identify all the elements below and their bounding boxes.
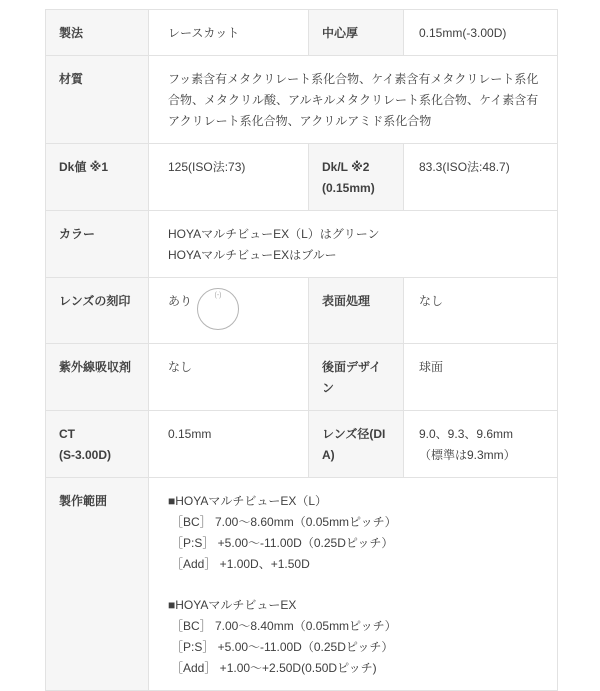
range-bc: ［BC］ 7.00～8.40mm（0.05mmピッチ） <box>171 619 397 633</box>
text-line: HOYAマルチビューEXはブルー <box>168 248 337 262</box>
spec-value-ct: 0.15mm <box>149 411 309 478</box>
spec-label-ct <box>46 411 149 478</box>
text-line: (0.15mm) <box>322 181 375 195</box>
table-row-ct <box>46 411 558 478</box>
spec-label-surface-treatment: 表面処理 <box>309 278 404 344</box>
spec-label-diameter: レンズ径(DIA) <box>309 411 404 478</box>
table-row-seihou <box>46 10 558 56</box>
text-line: (S-3.00D) <box>59 448 112 462</box>
table-row-color <box>46 211 558 278</box>
spec-label-manufacturing: 製法 <box>46 10 149 56</box>
spec-label-center-thickness: 中心厚 <box>309 10 404 56</box>
spec-label-dk: Dk値 ※1 <box>46 144 149 211</box>
table-row-engraving <box>46 278 558 344</box>
range-ps: ［P:S］ +5.00～-11.00D（0.25Dピッチ） <box>171 536 394 550</box>
table-row-material <box>46 56 558 144</box>
spec-label-material: 材質 <box>46 56 149 144</box>
text-line: （標準は9.3mm） <box>419 448 516 462</box>
production-range-block-ex-l <box>168 491 547 575</box>
spec-label-uv-absorber: 紫外線吸収剤 <box>46 344 149 411</box>
spec-value-uv-absorber: なし <box>149 344 309 411</box>
range-title: ■HOYAマルチビューEX（L） <box>168 494 328 508</box>
table-row-uv <box>46 344 558 411</box>
spec-value-material: フッ素含有メタクリレート系化合物、ケイ素含有メタクリレート系化合物、メタクリル酸、アルキルメタクリレート系化合物、ケイ素含有アクリレート系化合物、アクリルアミド系化合物 <box>149 56 558 144</box>
range-title: ■HOYAマルチビューEX <box>168 598 297 612</box>
range-add: ［Add］ +1.00～+2.50D(0.50Dピッチ) <box>171 661 377 675</box>
spec-value-diameter <box>404 411 558 478</box>
spec-label-production-range: 製作範囲 <box>46 478 149 691</box>
lens-engraving-circle-icon <box>197 288 239 330</box>
spec-label-back-design: 後面デザイン <box>309 344 404 411</box>
spec-value-back-design: 球面 <box>404 344 558 411</box>
text-line: HOYAマルチビューEX（L）はグリーン <box>168 227 380 241</box>
spec-value-color <box>149 211 558 278</box>
spec-value-dk: 125(ISO法:73) <box>149 144 309 211</box>
spec-value-manufacturing: レースカット <box>149 10 309 56</box>
table-row-production-range <box>46 478 558 691</box>
spec-value-production-range <box>149 478 558 691</box>
text-line: 9.0、9.3、9.6mm <box>419 427 514 441</box>
spec-label-color: カラー <box>46 211 149 278</box>
spec-label-dkl <box>309 144 404 211</box>
text-line: Dk/L ※2 <box>322 160 370 174</box>
engraving-mark-text: (-) <box>214 292 222 299</box>
table-row-dk <box>46 144 558 211</box>
spec-value-engraving <box>149 278 309 344</box>
spec-value-center-thickness: 0.15mm(-3.00D) <box>404 10 558 56</box>
lens-spec-table <box>45 9 558 691</box>
spec-value-dkl: 83.3(ISO法:48.7) <box>404 144 558 211</box>
range-ps: ［P:S］ +5.00～-11.00D（0.25Dピッチ） <box>171 640 394 654</box>
spec-label-engraving: レンズの刻印 <box>46 278 149 344</box>
production-range-block-ex <box>168 595 547 679</box>
range-add: ［Add］ +1.00D、+1.50D <box>171 557 310 571</box>
text-line: CT <box>59 427 75 441</box>
spec-value-surface-treatment: なし <box>404 278 558 344</box>
engraving-presence-text: あり <box>168 294 193 308</box>
range-bc: ［BC］ 7.00～8.60mm（0.05mmピッチ） <box>171 515 397 529</box>
